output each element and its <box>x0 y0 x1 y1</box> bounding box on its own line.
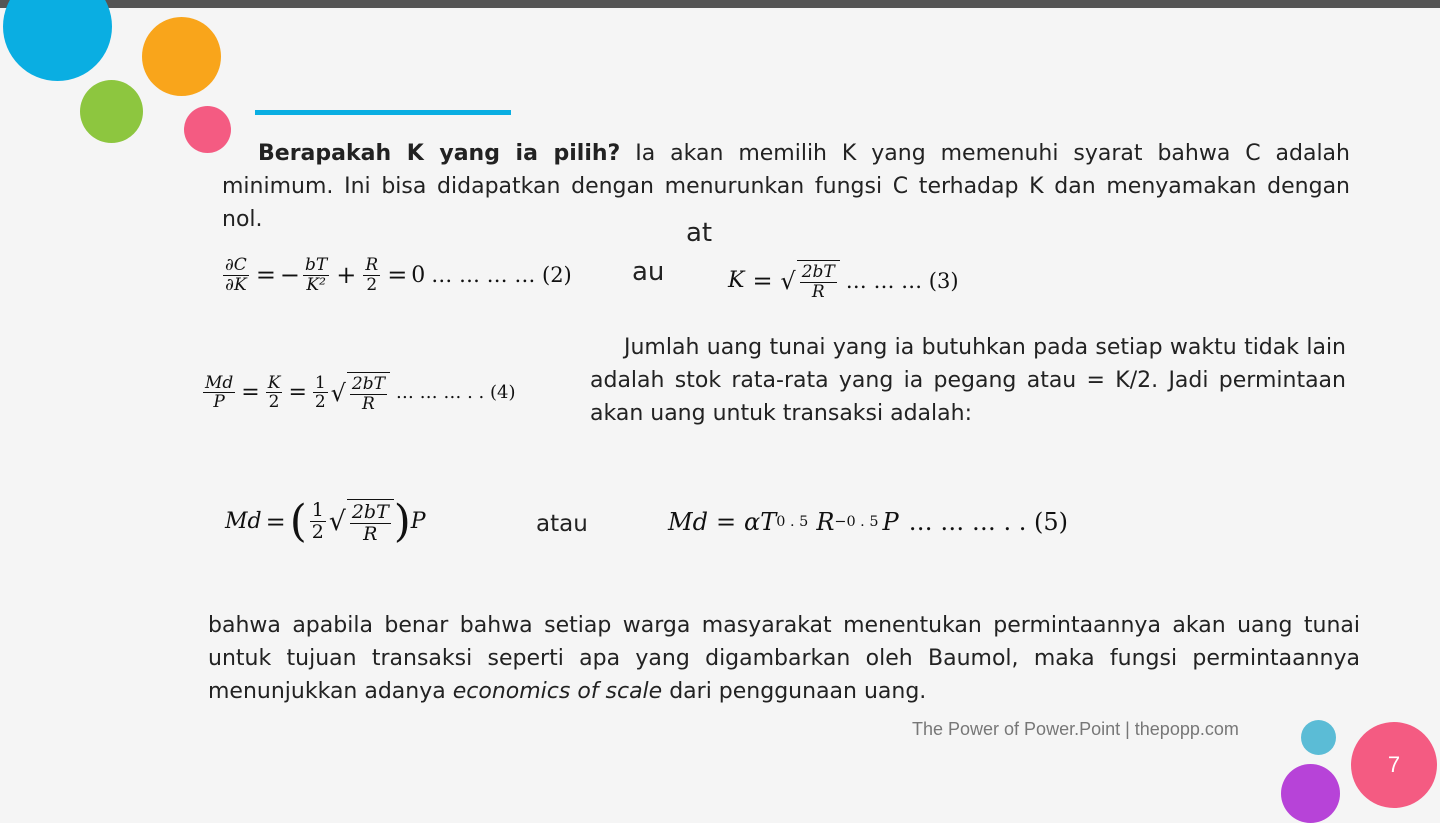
paragraph-1-text: Ia akan memilih K yang memenuhi syarat bahwa C adalah minimum. Ini bisa didapatkan dengan menurunkan fungsi C terhadap K dan menyamakan dengan nol. <box>222 141 1350 232</box>
eq2-bT: bT <box>305 255 328 275</box>
decor-circle-teal <box>1301 720 1336 755</box>
equation-2 <box>220 256 572 294</box>
eq2-minus: − <box>279 261 301 290</box>
eq4-R: R <box>361 393 375 414</box>
eq4-K: K <box>267 372 281 393</box>
top-bar <box>0 0 1440 8</box>
eq5b-exp1: 0 . 5 <box>776 514 809 530</box>
eq5b-P: P <box>882 508 899 536</box>
decor-circle-purple <box>1281 764 1340 823</box>
eq2-label: … … … … (2) <box>431 263 572 288</box>
eq2-dC: ∂C <box>225 255 247 275</box>
eq3-K: K <box>728 268 745 294</box>
eq5a-lparen: ( <box>289 496 307 547</box>
eq5b-Md: Md <box>668 508 708 536</box>
equation-4 <box>200 372 515 413</box>
word-atau: atau <box>536 511 588 537</box>
eq3-R: R <box>811 281 825 302</box>
eq5a-R: R <box>363 522 378 545</box>
paragraph-1 <box>222 137 1350 236</box>
eq4-one: 1 <box>314 372 326 393</box>
eq4-two-b: 2 <box>314 392 326 413</box>
paragraph-3-text: bahwa apabila benar bahwa setiap warga masyarakat menentukan permintaannya akan uang tunai untuk tujuan transaksi seperti apa yang digambarkan oleh Baumol, maka fungsi permintaannya menunjukkan adanya <box>208 613 1360 704</box>
accent-line <box>255 110 511 115</box>
paragraph-1-question: Berapakah K yang ia pilih? <box>258 141 621 166</box>
eq2-R: R <box>365 255 379 275</box>
eq5b-equals: = <box>715 508 737 536</box>
eq5b-alphaT: αT <box>744 508 777 536</box>
eq2-equals-2: = <box>387 261 408 290</box>
eq2-equals: = <box>255 261 276 290</box>
eq5b-exp2: −0 . 5 <box>834 514 879 530</box>
decor-circle-orange <box>142 17 221 96</box>
eq4-sqrt-icon: √ <box>330 378 346 407</box>
word-at: at <box>686 218 713 248</box>
paragraph-2: Jumlah uang tunai yang ia butuhkan pada setiap waktu tidak lain adalah stok rata-rata yang ia pegang atau = K/2. Jadi permintaan akan uang untuk transaksi adalah: <box>590 335 1346 426</box>
paragraph-3-end: dari penggunaan uang. <box>662 679 927 704</box>
eq5b-label: … … … . . (5) <box>908 508 1069 536</box>
eq5a-2bT: 2bT <box>351 500 389 523</box>
eq3-sqrt-icon: √ <box>780 266 796 295</box>
eq3-equals: = <box>752 266 773 295</box>
paragraph-3 <box>208 609 1360 708</box>
eq4-equals-2: = <box>288 380 307 406</box>
eq4-label: … … … . . (4) <box>395 382 516 404</box>
eq5a-Md: Md <box>225 509 262 534</box>
equation-5a <box>225 496 426 547</box>
eq3-2bT: 2bT <box>801 262 835 282</box>
eq5a-sqrt-icon: √ <box>328 506 346 537</box>
eq2-dK: ∂K <box>225 274 247 295</box>
eq5a-one: 1 <box>311 499 324 522</box>
eq4-Md: Md <box>205 372 234 393</box>
word-au: au <box>632 257 665 287</box>
eq5a-P: P <box>410 509 426 534</box>
eq3-label: … … … (3) <box>845 268 959 293</box>
eq5a-two: 2 <box>311 521 324 543</box>
equation-3 <box>728 260 959 301</box>
decor-circle-green <box>80 80 143 143</box>
equation-5b <box>668 508 1068 536</box>
eq5a-rparen: ) <box>393 496 411 547</box>
eq4-equals: = <box>241 380 260 406</box>
eq2-zero: 0 <box>411 262 426 288</box>
eq4-2bT: 2bT <box>351 374 385 394</box>
eq4-two: 2 <box>268 392 280 413</box>
eq2-K2: K² <box>306 274 326 295</box>
footer-text: The Power of Power.Point | thepopp.com <box>912 719 1239 739</box>
eq2-two: 2 <box>366 274 378 295</box>
eq4-P: P <box>213 392 225 413</box>
eq5a-equals: = <box>265 507 286 536</box>
page-number: 7 <box>1351 722 1437 808</box>
eq2-plus: + <box>336 261 357 290</box>
eq5b-R: R <box>816 508 835 536</box>
paragraph-3-italic: economics of scale <box>452 679 663 704</box>
decor-circle-blue <box>3 0 112 81</box>
